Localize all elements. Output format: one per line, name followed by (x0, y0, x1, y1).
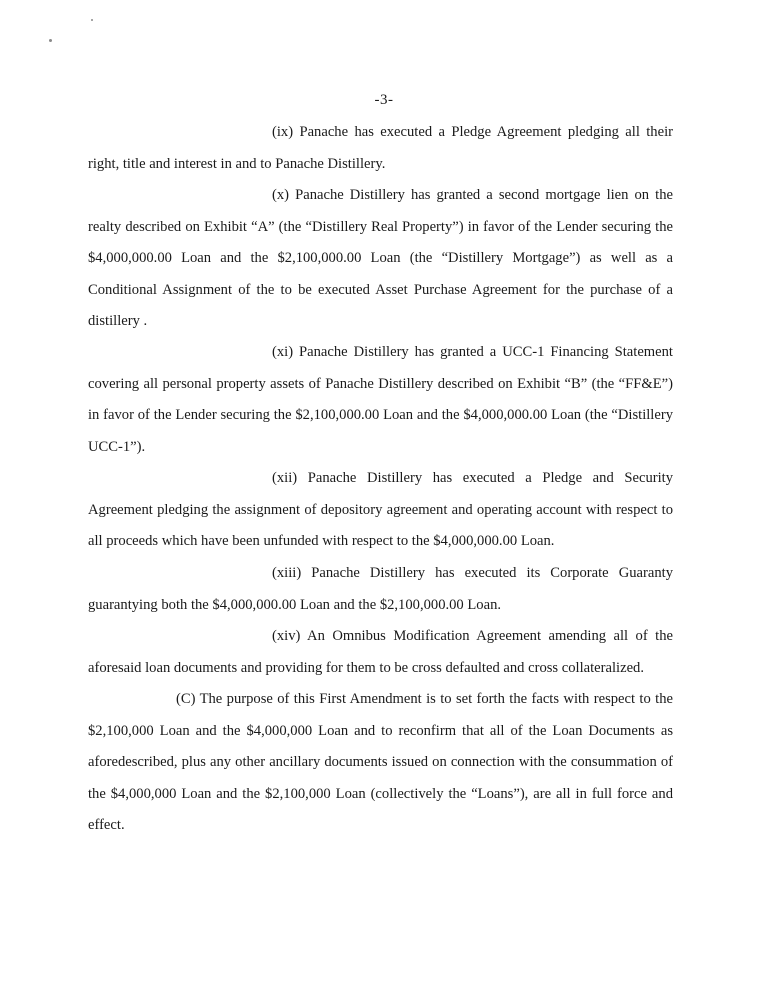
paragraph-xiii (88, 558, 673, 621)
paragraph-text: The purpose of this First Amendment is to set forth the facts with respect to the $2,100,000 Loan and the $4,000,000 Loan and to reconfirm that all of the Loan Documents as aforedescribed, plus any other ancillary documents issued on connection with the consummation of the $4,000,000 Loan and the $2,100,000 Loan (collectively the “Loans”), are all in full force and effect. (88, 691, 673, 833)
paragraph-number: (xiv) (272, 628, 301, 644)
paragraph-xii (88, 463, 673, 558)
scan-speck (91, 19, 93, 21)
paragraph-ix (88, 117, 673, 180)
paragraph-text: Panache Distillery has granted a second mortgage lien on the realty described on Exhibit “A” (the “Distillery Real Property”) in favor of the Lender securing the $4,000,000.00 Loan and the $2,100,000.00 Loan (the “Distillery Mortgage”) as well as a Conditional Assignment of the to be executed Asset Purchase Agreement for the purchase of a distillery . (88, 187, 673, 329)
paragraph-x (88, 180, 673, 338)
paragraph-c (88, 684, 673, 842)
paragraph-number: (xi) (272, 344, 294, 360)
paragraph-number: (ix) (272, 124, 294, 140)
paragraph-number: (xii) (272, 470, 298, 486)
paragraph-text: Panache Distillery has executed its Corporate Guaranty guarantying both the $4,000,000.00 Loan and the $2,100,000.00 Loan. (88, 565, 673, 613)
paragraph-number: (x) (272, 187, 290, 203)
paragraph-text: Panache Distillery has granted a UCC-1 Financing Statement covering all personal property assets of Panache Distillery described on Exhibit “B” (the “FF&E”) in favor of the Lender securing the $2,100,000.00 Loan and the $4,000,000.00 Loan (the “Distillery UCC-1”). (88, 344, 673, 455)
paragraph-xiv (88, 621, 673, 684)
paragraph-number: (xiii) (272, 565, 302, 581)
paragraph-text: Panache has executed a Pledge Agreement pledging all their right, title and interest in and to Panache Distillery. (88, 124, 673, 172)
scan-speck (49, 39, 52, 42)
paragraph-text: An Omnibus Modification Agreement amending all of the aforesaid loan documents and providing for them to be cross defaulted and cross collateralized. (88, 628, 674, 676)
paragraph-number: (C) (176, 691, 196, 707)
paragraph-xi (88, 337, 673, 463)
page-number: -3- (374, 92, 394, 108)
paragraph-text: Panache Distillery has executed a Pledge and Security Agreement pledging the assignment of depository agreement and operating account with respect to all proceeds which have been unfunded with respect to the $4,000,000.00 Loan. (88, 470, 674, 549)
